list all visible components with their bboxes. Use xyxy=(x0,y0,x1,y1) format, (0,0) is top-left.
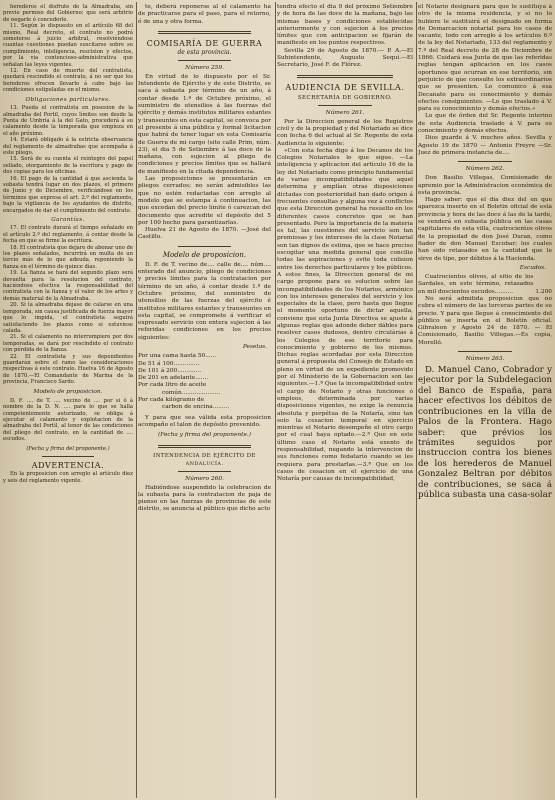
paragraph: D. F. .... de T. .... vecino de .... por si ó á nombre de la D. N. .... para lo que se halla competentemente autorizado, se obliga á ejecutar el calamento y explotacion de la almadraba del Portil, al tenor de las condiciones del pliego del contrato, en la cantidad de .... escudos. xyxy=(3,397,133,443)
paragraph: Por la Direccion general de los Registros civil y de la propiedad y del Notariado se dice con fecha 6 del actual al Sr. Regente de esta Audiencia lo siguiente: xyxy=(277,118,413,147)
price-label: carbon de encina......... xyxy=(162,404,230,411)
paragraph: 12. En caso de muerte del contratista, quedará rescindido el contrato, á no ser que los herederos ofrecen llevarlo á cabo bajo las condiciones estipuladas en el mismo. xyxy=(3,68,133,94)
section-subheading: de esta provincia. xyxy=(177,48,232,56)
paragraph: 19. La fianza se hará del segundo plazo será devuelta para la resolucion del contrato, haciéndose efectiva la responsabilidad del contratista con la fianza y el valor de los artes y demás material de la Almadraba. xyxy=(3,270,133,302)
divider xyxy=(458,351,512,352)
paragraph: No será admitida proposicion que no cubra el número de las terceras partes de su precio. Y para que llegue á conocimiento del público se inserta en el Boletin oficial. Gibraleon y Agosto 24 de 1870. — El Comisionado, Basilio Villegas.—Es copia, Morelló. xyxy=(418,295,552,346)
paragraph: Y para que sea válida esta proposicion acompaño el talon de depósito prevenido. xyxy=(138,414,271,428)
price-label: Por cada kilógramo de xyxy=(138,397,205,404)
sale-item xyxy=(418,274,552,296)
section-heading: Garantías. xyxy=(51,217,85,223)
paragraph: Don Basilio Villegas, Comisionado de apremio por la Administracion económica de esta provincia. xyxy=(418,175,552,196)
paragraph: 20. Si la almadraba dejase de calarse en una temporada, sin causa justificada de fuerza mayor que lo impida, el contratista seguirá satisfaciendo los plazos como si estuviese calada. xyxy=(3,302,133,334)
paragraph: 14. Estará obligado á la estricta observancia del reglamento de almadrabas que acompaña á este pliego. xyxy=(3,137,133,156)
price-label: Por cada litro de aceite xyxy=(138,382,207,389)
column-rule xyxy=(275,2,276,798)
section-heading: INTENDENCIA DE EJÉRCITO DE xyxy=(153,452,256,459)
sale-item-value: 1.200 xyxy=(535,288,552,295)
paragraph: te, deberá reponerse al el calamento ha de practicarse para el paso, para el retorno, ó de una y otra forma. xyxy=(138,4,271,25)
section-heading: COMISARÍA DE GUERRA xyxy=(146,38,263,48)
paragraph: 17. El contrato durará el tiempo señalado en el artículo 2.º del reglamento, á contar desde la fecha en que se firme la escritura. xyxy=(3,225,133,245)
column-rule xyxy=(136,2,137,798)
paragraph: 11. Según lo dispuesto en el artículo 68 del mismo, Real decreto, el contrato no podrá someterse á juicio arbitral, resolviéndose cuantas cuestiones puedan suscitarse sobre su cumplimiento, inteligencia, rescision y efectos, por la via contencioso-administrativa que señalan las leyes vigentes. xyxy=(3,23,133,68)
sale-item-description: Cuatrocientos olivos, al sitio de los Sardales, en este término, retasados en mil doscientos escudos.......... xyxy=(418,274,534,295)
paragraph: «Con esta fecha digo á los Decanos de los Colegios Notariales lo que sigue. —La inteligencia y aplicacion del artículo 16 de la ley del Notariado como principio fundamental de varias incompatibilidades que aquel determina y amplían otras disposiciones dictadas con posterioridad han dado origen á frecuentes consultas y alguna vez á conflictos que esta Direccion general ha resuelto en los diferentes casos concretos que se han presentado. Pero la importancia de la materia es tal, las cuestiones del servicio son tan premiosas y los intereses de la clase Notarial son tan dignos de estima, que se hace preciso escogitar una medida general que concilie todas las aspiraciones y evite toda colision entre los derechos particulares y los públicos. A estos fines, la Direccion general de mi cargo propone para su solucion sobre las incompatibilidades de los Notarios, armónico con los intereses generales del servicio y los especiales de la clase, pero hasta que llegue el momento oportuno de dictar aquella, conviene que esta Junta Directiva se ajuste á algunas reglas que adonde deber dábles para resolver casos dudosos, dentro circulárias á los Colegios de ese territorio para conocimiento y gobierno de los mismos. Dichas reglas acordadas por esta Direccion general á propuesta del Consejo de Estado en pleno en virtud de un expediente promovido por el Ministerio de la Gobernacion son las siguientes.—1.ª Que la incompatibilidad entre el cargo de Notario y otras funciones ó empleos, determinada por varias disposiciones vigentes, no exige la renuncia absoluta y perpétua de la Notaría, sino tan solo la cesacion temporal en ejercicio mientras el Notario desempeñe el otro cargo por el cual haya optado.—2.ª Que en este último caso el Notario está exento de responsabilidad, negando la intervencion de sus funciones como fedatario cuando se les requiera para prestarlas.—3.ª Que en los casos de cesacion en el ejercicio de una Notaría por causas de incompatibilidad, xyxy=(277,147,413,483)
signature-note: (Fecha y firma del proponente.) xyxy=(158,432,251,439)
paragraph: 16. El pago de la cantidad á que ascienda la subasta tendrá lugar en dos plazos, el primero de Junio y de Diciembre, verificándose en los términos que expresa el art. 2.º del reglamento, bajo la vigilancia de los ayudantes de distrito, encargados de dar el cumplimiento del contrato. xyxy=(3,175,133,214)
price-label: De 101 á 200............. xyxy=(138,367,202,374)
price-column-heading: Pesetas. xyxy=(242,343,267,350)
paragraph: Huelva 21 de Agosto de 1870. —José del Castillo. xyxy=(138,227,271,241)
paragraph: En virtud de lo dispuesto por el Sr. Intendente de Ejército y de este Distrito, se saca á subasta por término de un año, á contar desde 1.º de Octubre próximo, el suministro de utensilios á las fuerzas del ejército y demás institutos militares estantes y transeuntes en esta capital, se convoca por el presente á una pública y formal licitacion que habrá de tener lugar en esta Comisaría de Guerra de mi cargo (sito calle Prim, núm. 23), el dia 5 de Setiembre á las doce de la mañana, con sujecion al pliego de condiciones y precios límites que se hallará de manifiesto en la citada dependencia. xyxy=(138,73,271,175)
divider xyxy=(158,31,251,34)
section-heading: Modelo de proposicion. xyxy=(162,250,247,259)
price-row xyxy=(138,368,271,375)
divider xyxy=(158,445,251,448)
divider xyxy=(178,246,231,247)
paragraph: Las proposiciones se presentarán en pliegos cerrados; no serán admisibles las que no estén redactadas con arreglo al modelo que se estampa á continuacion, las que excedan del precio límite ó carezcan del documento que acredite el depósito del 5 por 100 hecho para garantizarlas. xyxy=(138,176,271,226)
price-label: De 51 á 100.............. xyxy=(138,360,200,367)
column-3 xyxy=(277,4,413,798)
paragraph: 18. El contratista que dejare de abonar uno de los plazos señalados, incurrirá en multa de un tercio más de lo que adeuda, reponiendo la fianza en el término de quince días. xyxy=(3,244,133,270)
notice-number: Número 260. xyxy=(185,475,224,482)
notice-number: Número 263. xyxy=(465,356,505,363)
price-label: Por una cama hasta 50...... xyxy=(138,353,217,360)
price-label: De 201 en adelante....... xyxy=(138,375,209,382)
paragraph: el Notario designará para que le sustituya á otro de la misma residencia, y si no lo hubiere le sustituirá el designado en forma de Demarcacion notarial para los casos de vacante, todo con arreglo á los artículos 6.º de la ley del Notariado, 133 del reglamento y 7.º del Real decreto de 28 de Diciembre de 1866. Cuidará esa Junta de que las referidas reglas tengan aplicacion en los casos oportunos que ocurran en ese territorio, sin perjuicio de que consulte los extraordinarios que se presenten. Lo comunico á esa Decanato para su conocimiento y demás efectos consiguientes. —Lo que traslado á V. para su conocimiento y demás efectos.» xyxy=(418,4,552,113)
section-subheading: ANDALUCÍA. xyxy=(185,460,224,467)
price-row xyxy=(138,353,271,360)
section-heading: Obligaciones particulares. xyxy=(25,96,111,103)
paragraph: 22. El contratista y sus dependientes guardarán sobre el ramo las consideraciones respectivas á este contrato. Huelva 16 de Agosto de 1870.—El Comandante de Marina de la provincia, Francisco Sardo. xyxy=(3,353,133,386)
price-row xyxy=(138,404,271,411)
column-2 xyxy=(138,4,271,798)
price-row xyxy=(138,397,271,404)
section-heading: ADVERTENCIA. xyxy=(31,461,105,471)
paragraph: Sevilla 29 de Agosto de 1870.— P. A.—El Subintendente, Augusto Sequi.—El Secretario, José F. de Flórez. xyxy=(277,47,413,69)
paragraph: Hago saber: que el dia diez del en que aparezca inserto en el Boletin oficial de esta provincia y hora de las doce á las de la tarde, se venderá en subasta pública en las casas capitulares de esta villa, cuatrocientos olivos de la propiedad de don José Duran, como fiador de don Manuel Escobar; los cuales han sido retasados en la cantidad que le sirve de tipo, por débitos á la Hacienda. xyxy=(418,197,552,262)
divider xyxy=(297,75,392,78)
paragraph: D. Manuel Cano, Cobrador y ejecutor por la Subdelegacion del Banco de España, para hacer efectivos los débitos de contribuciones en la villa de Palos de la Frontera. Hago saber: que prévios los trámites seguidos por instruccion contra los bienes de los herederos de Manuel Gonzalez Beltran por débitos de contribuciones, se saca á pública subasta una casa-solar xyxy=(418,365,552,500)
paragraph: tendrá efecto el dia 9 del próximo Setiembre y de hora de las doce de la mañana, bajo las mismas bases y condiciones establecidas anteriormente y con sujecion á los precios límites que con anticipacion se fijarán de manifiesto en los puntos respectivos. xyxy=(277,4,413,47)
price-row xyxy=(138,390,271,397)
paragraph: 15. Será de su cuenta el reintegro del papel sellado, otorgamiento de la escritura y pago de dos copias para los oficinas. xyxy=(3,156,133,176)
paragraph: herederos el disfrute de la Almadraba, sin previo permiso del Gobierno; que será arbitrio de negarle ó concederle. xyxy=(3,4,133,23)
divider xyxy=(178,60,231,61)
divider xyxy=(458,161,512,162)
column-1 xyxy=(3,4,133,798)
notice-number: Número 259. xyxy=(185,64,224,71)
paragraph: 13. Pueda el contratista en posesion de la almadraba del Portil, cuyos límites son desde la Punta de Umbría á la del Gato, procederá á su calamento desde la temporada que empieza en el año próximo. xyxy=(3,105,133,137)
column-4 xyxy=(418,4,552,798)
price-label: común..................... xyxy=(162,389,221,396)
divider xyxy=(318,105,372,106)
section-heading: AUDIENCIA DE SEVILLA. xyxy=(285,82,405,92)
paragraph: Lo que de órden del Sr. Regente interino de esta Audiencia traslado á V. para su conocimiento y demás efectos. xyxy=(418,113,552,135)
price-row xyxy=(138,382,271,389)
paragraph: 21. Si el calamento no interrumpiere por dos temporadas, se dará por rescindido el contrato con pérdida de la fianza. xyxy=(3,334,133,354)
paragraph: D. F. de T. vecino de.... calle de.... núm.... enterado del anuncio, pliego de condiciones y precios límites para la contratacion por término de un año, á contar desde 1.º de Octubre próximo, del suministro de utensilios de las fuerzas del ejército é institutos militares estantes y transeuntes en esta capital, se compromete á verificar el expresado servicio con entera sujecion á las referidas condiciones en los precios siguientes: xyxy=(138,261,271,341)
section-heading: Modelo de proposicion. xyxy=(33,388,103,395)
column-rule xyxy=(416,2,417,798)
divider xyxy=(42,456,94,457)
divider xyxy=(178,471,231,472)
notice-number: Número 261. xyxy=(325,109,365,116)
price-column-heading: Escudos. xyxy=(519,264,546,271)
notice-number: Número 262. xyxy=(465,166,505,173)
section-subheading: SECRETARÍA DE GOBIERNO. xyxy=(297,94,393,101)
paragraph: Dios guarde á V. muchos años. Sevilla y Agosto 19 de 1870 — Antonio Freyre —Sr. Juez de primera instancia de.... xyxy=(418,135,552,156)
paragraph: Habiéndose suspendido la celebracion de la subasta para la contratacion de paja de pienso en las fuerzas de provincias de este distrito, se anuncia al público que dicho acto xyxy=(138,484,271,513)
price-row xyxy=(138,375,271,382)
paragraph: En la proposicion con arreglo al artículo diez y seis del reglamento vigente. xyxy=(3,471,133,484)
signature-note: (Fecha y firma del proponente.) xyxy=(26,445,110,452)
price-row xyxy=(138,361,271,368)
